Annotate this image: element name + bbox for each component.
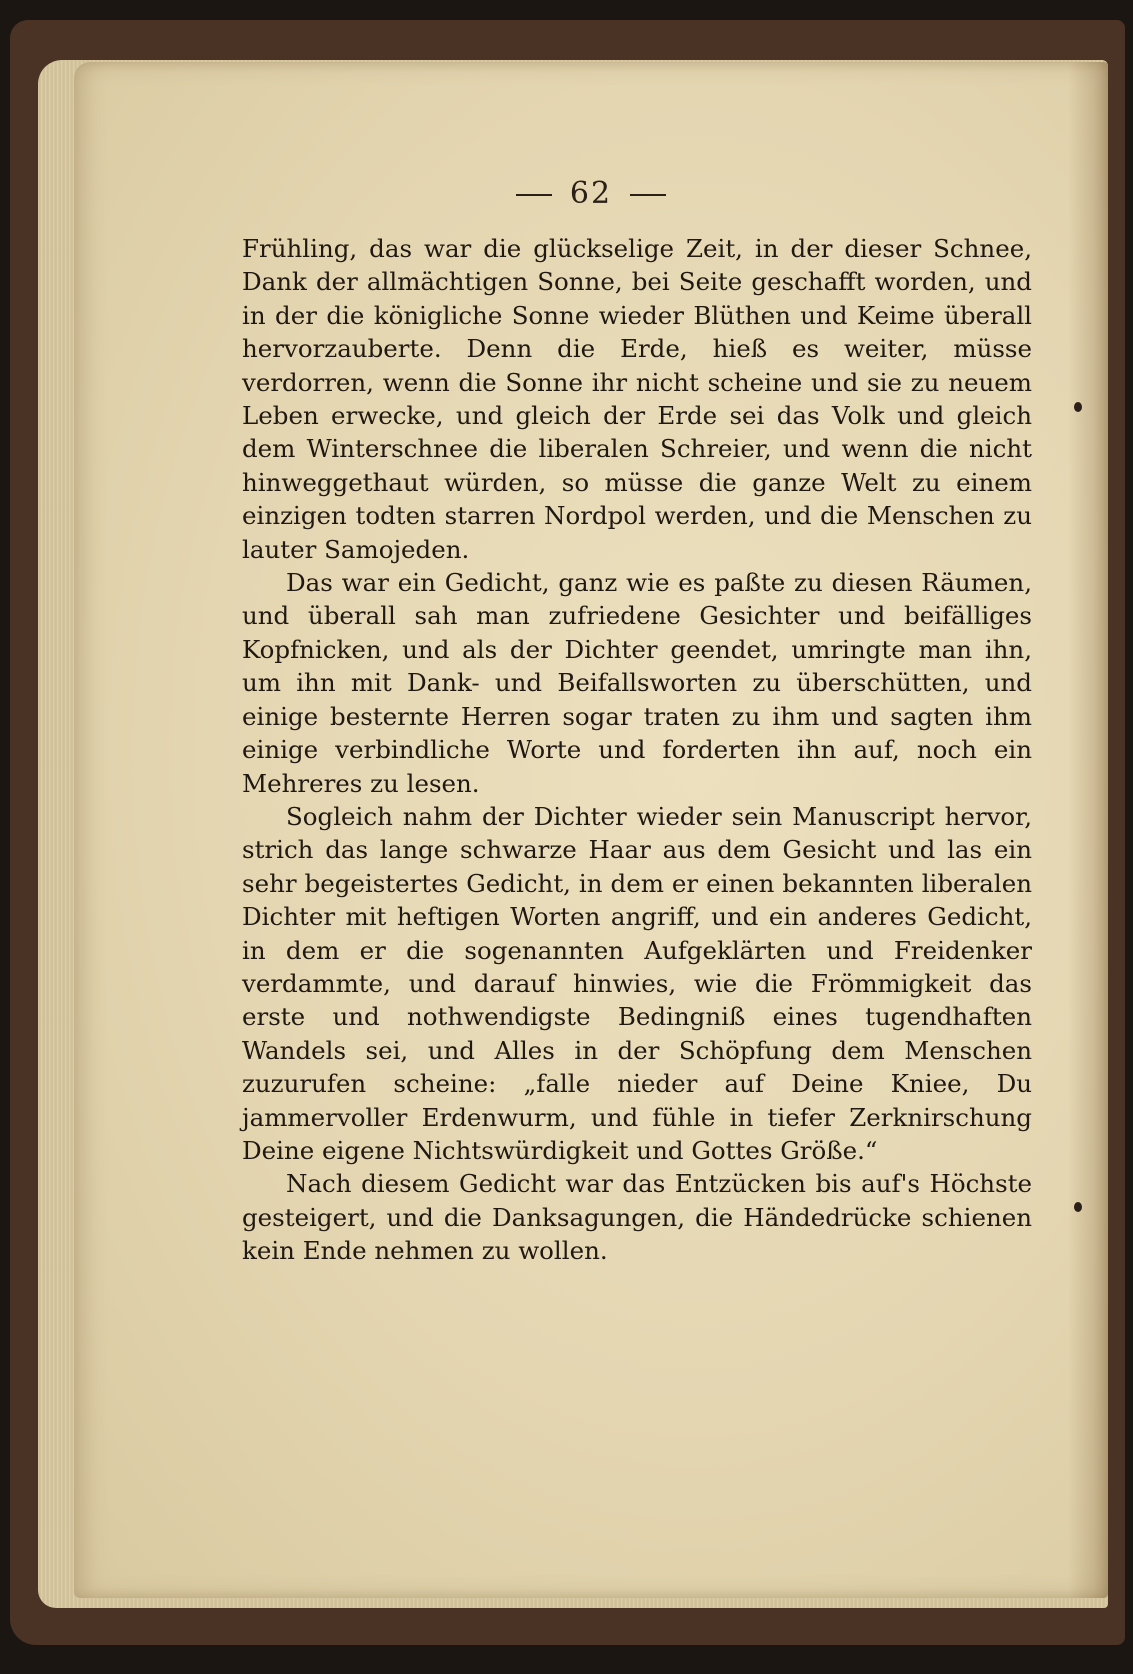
page-body-text	[242, 232, 1032, 1268]
book-page	[74, 62, 1108, 1598]
page-number	[74, 176, 1108, 211]
spine-shadow	[1068, 62, 1108, 1598]
paragraph-1: Frühling, das war die glückselige Zeit, in der dieser Schnee, Dank der allmächtigen Sonne, bei Seite geschafft worden, und in der die königliche Sonne wieder Blüthen und Keime überall hervorzauberte. Denn die Erde, hieß es weiter, müsse verdorren, wenn die Sonne ihr nicht scheine und sie zu neuem Leben erwecke, und gleich der Erde sei das Volk und gleich dem Winterschnee die liberalen Schreier, und wenn die nicht hinweggethaut würden, so müsse die ganze Welt zu einem einzigen todten starren Nordpol werden, und die Menschen zu lauter Samojeden.	[242, 234, 1032, 564]
paragraph-2: Das war ein Gedicht, ganz wie es paßte zu diesen Räumen, und überall sah man zufriedene Gesichter und beifälliges Kopfnicken, und als der Dichter geendet, umringte man ihn, um ihn mit Dank- und Beifallsworten zu überschütten, und einige besternte Herren sogar traten zu ihm und sagten ihm einige verbindliche Worte und forderten ihn auf, noch ein Mehreres zu lesen.	[242, 568, 1032, 798]
page-number-dash-left	[516, 194, 552, 196]
margin-mark	[1074, 402, 1082, 412]
paragraph-4: Nach diesem Gedicht war das Entzücken bis auf's Höchste gesteigert, und die Danksagungen, die Händedrücke schienen kein Ende nehmen zu wollen.	[242, 1169, 1032, 1266]
paragraph-3: Sogleich nahm der Dichter wieder sein Manuscript hervor, strich das lange schwarze Haar aus dem Gesicht und las ein sehr begeistertes Gedicht, in dem er einen bekannten liberalen Dichter mit heftigen Worten angriff, und ein anderes Gedicht, in dem er die sogenannten Aufgeklärten und Freidenker verdammte, und darauf hinwies, wie die Frömmigkeit das erste und nothwendigste Bedingniß eines tugendhaften Wandels sei, und Alles in der Schöpfung dem Menschen zuzurufen scheine: „falle nieder auf Deine Kniee, Du jammervoller Erdenwurm, und fühle in tiefer Zerknirschung Deine eigene Nichtswürdigkeit und Gottes Größe.“	[242, 801, 1032, 1165]
margin-mark	[1074, 1202, 1082, 1212]
page-number-value: 62	[569, 176, 613, 211]
page-number-dash-right	[630, 194, 666, 196]
